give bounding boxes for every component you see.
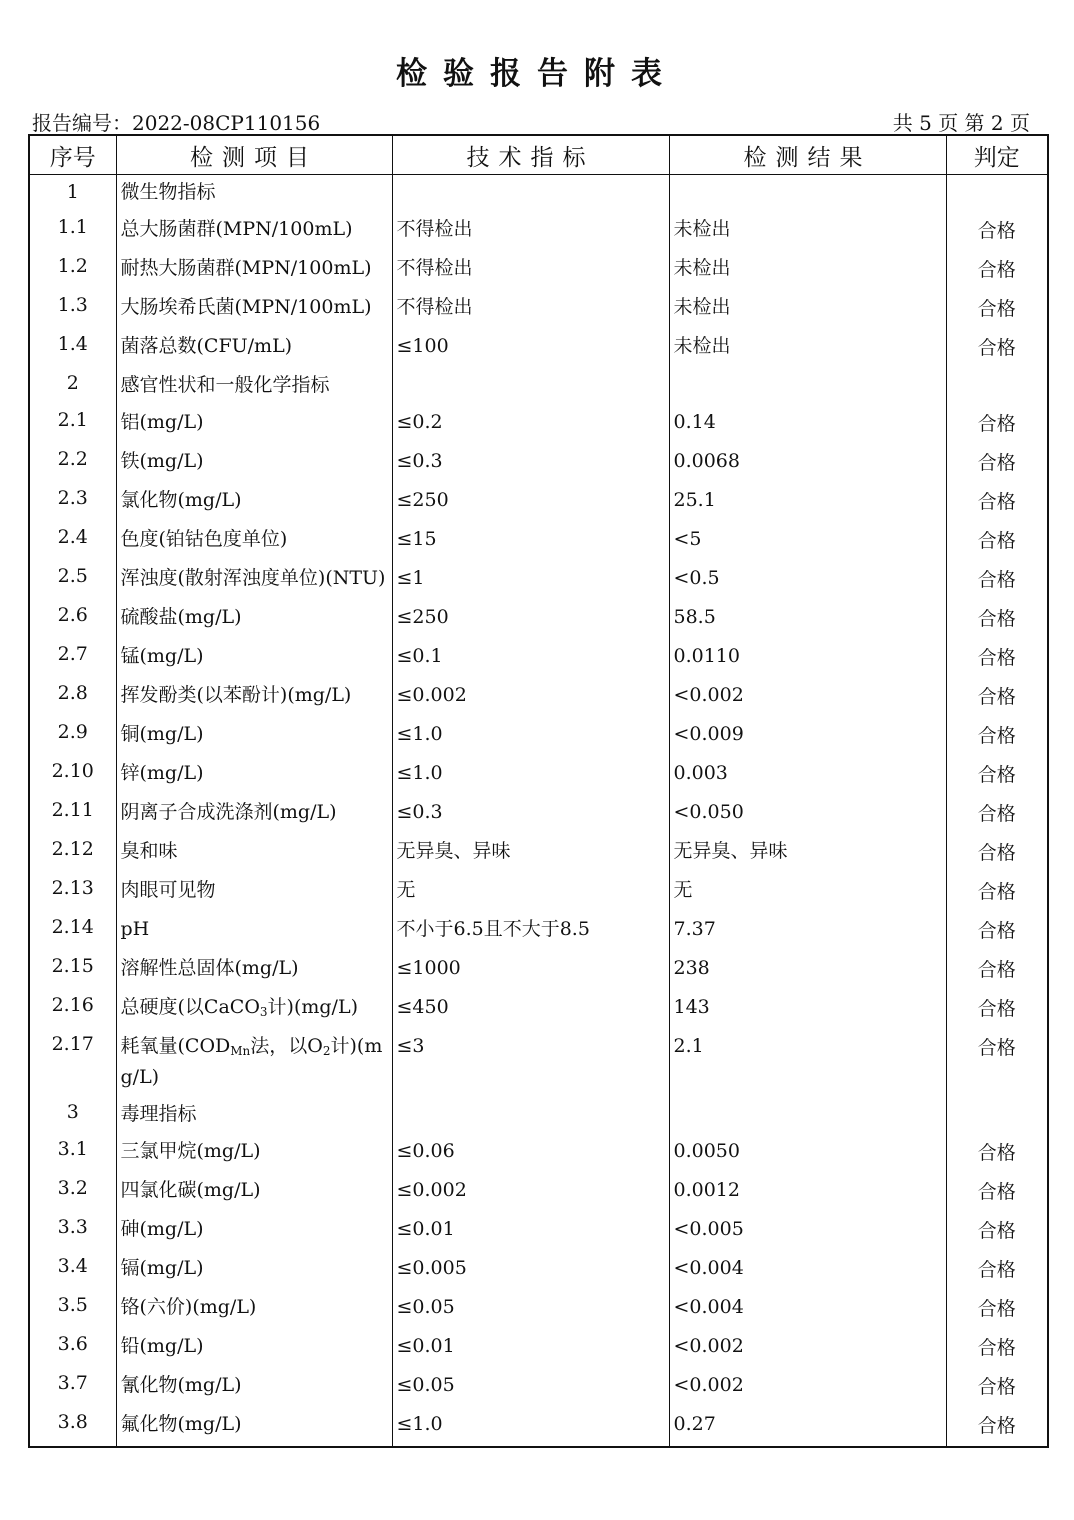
table-row	[29, 328, 1048, 367]
row-result: 0.0110	[669, 638, 946, 677]
row-seq: 3.8	[29, 1406, 116, 1447]
row-seq: 2.16	[29, 989, 116, 1028]
row-judge: 合格	[946, 950, 1048, 989]
table-header-row	[29, 135, 1048, 175]
row-spec: ≤100	[392, 328, 669, 367]
row-item-part: 计)(mg/L)	[267, 996, 358, 1018]
row-spec: 不得检出	[392, 211, 669, 250]
row-spec: ≤3	[392, 1028, 669, 1096]
row-result	[669, 1096, 946, 1133]
table-row	[29, 950, 1048, 989]
row-item: 铬(六价)(mg/L)	[116, 1289, 392, 1328]
row-spec: 不小于6.5且不大于8.5	[392, 911, 669, 950]
table-row	[29, 211, 1048, 250]
row-spec: ≤1000	[392, 950, 669, 989]
row-judge: 合格	[946, 833, 1048, 872]
row-seq: 1	[29, 175, 116, 212]
row-judge: 合格	[946, 521, 1048, 560]
table-row	[29, 250, 1048, 289]
row-result: 2.1	[669, 1028, 946, 1096]
table-row	[29, 833, 1048, 872]
row-item-part: 计)(mg/L)	[120, 1035, 383, 1088]
row-judge: 合格	[946, 560, 1048, 599]
row-spec: 不得检出	[392, 250, 669, 289]
row-result: 7.37	[669, 911, 946, 950]
table-row	[29, 872, 1048, 911]
row-item: 氰化物(mg/L)	[116, 1367, 392, 1406]
row-result: <0.005	[669, 1211, 946, 1250]
row-item: 大肠埃希氏菌(MPN/100mL)	[116, 289, 392, 328]
row-judge: 合格	[946, 1133, 1048, 1172]
table-row	[29, 1211, 1048, 1250]
table-row	[29, 521, 1048, 560]
row-item: 锌(mg/L)	[116, 755, 392, 794]
row-spec: ≤1.0	[392, 716, 669, 755]
table-row	[29, 1096, 1048, 1133]
row-item: 臭和味	[116, 833, 392, 872]
page-info: 共 5 页 第 2 页	[892, 111, 1030, 135]
row-result: <0.004	[669, 1289, 946, 1328]
row-seq: 3.2	[29, 1172, 116, 1211]
header-item: 检测项目	[116, 135, 392, 175]
row-spec: ≤250	[392, 599, 669, 638]
row-result: <5	[669, 521, 946, 560]
row-item: 毒理指标	[116, 1096, 392, 1133]
row-item: 硫酸盐(mg/L)	[116, 599, 392, 638]
table-row	[29, 367, 1048, 404]
row-item: 铁(mg/L)	[116, 443, 392, 482]
row-seq: 2.7	[29, 638, 116, 677]
row-judge: 合格	[946, 1028, 1048, 1096]
row-item: pH	[116, 911, 392, 950]
row-judge: 合格	[946, 755, 1048, 794]
row-spec: ≤1	[392, 560, 669, 599]
row-judge: 合格	[946, 599, 1048, 638]
row-item: 镉(mg/L)	[116, 1250, 392, 1289]
row-judge: 合格	[946, 911, 1048, 950]
row-judge	[946, 1096, 1048, 1133]
table-row	[29, 1367, 1048, 1406]
row-result: 未检出	[669, 250, 946, 289]
row-spec: ≤0.002	[392, 1172, 669, 1211]
row-spec: ≤0.2	[392, 404, 669, 443]
row-judge: 合格	[946, 716, 1048, 755]
row-spec: ≤0.005	[392, 1250, 669, 1289]
row-seq: 3	[29, 1096, 116, 1133]
table-row	[29, 443, 1048, 482]
table-row	[29, 1172, 1048, 1211]
row-result: <0.004	[669, 1250, 946, 1289]
row-item: 砷(mg/L)	[116, 1211, 392, 1250]
header-seq: 序号	[29, 135, 116, 175]
row-item: 溶解性总固体(mg/L)	[116, 950, 392, 989]
row-seq: 2.8	[29, 677, 116, 716]
row-judge	[946, 175, 1048, 212]
row-item: 铜(mg/L)	[116, 716, 392, 755]
table-row	[29, 716, 1048, 755]
row-seq: 2.13	[29, 872, 116, 911]
table-row	[29, 482, 1048, 521]
row-spec	[392, 175, 669, 212]
row-item-subscript: 3	[259, 1005, 268, 1019]
row-judge: 合格	[946, 1367, 1048, 1406]
table-body	[29, 175, 1048, 1448]
row-seq: 2.4	[29, 521, 116, 560]
table-row	[29, 638, 1048, 677]
row-result: 0.003	[669, 755, 946, 794]
row-result	[669, 175, 946, 212]
row-result: 0.0068	[669, 443, 946, 482]
row-spec: ≤0.3	[392, 794, 669, 833]
row-seq: 2.6	[29, 599, 116, 638]
table-row	[29, 1028, 1048, 1096]
table-row	[29, 599, 1048, 638]
row-seq: 2.12	[29, 833, 116, 872]
row-item: 色度(铂钴色度单位)	[116, 521, 392, 560]
table-row	[29, 560, 1048, 599]
row-judge: 合格	[946, 328, 1048, 367]
row-item: 耐热大肠菌群(MPN/100mL)	[116, 250, 392, 289]
row-result: <0.050	[669, 794, 946, 833]
row-item: 肉眼可见物	[116, 872, 392, 911]
row-seq: 2.9	[29, 716, 116, 755]
row-spec: ≤0.05	[392, 1367, 669, 1406]
table-row	[29, 911, 1048, 950]
row-judge: 合格	[946, 1406, 1048, 1447]
row-result: <0.5	[669, 560, 946, 599]
row-spec: ≤1.0	[392, 755, 669, 794]
row-result: <0.009	[669, 716, 946, 755]
row-result: 143	[669, 989, 946, 1028]
row-spec: 无	[392, 872, 669, 911]
header-judge: 判定	[946, 135, 1048, 175]
row-seq: 2.3	[29, 482, 116, 521]
row-item: 锰(mg/L)	[116, 638, 392, 677]
row-judge: 合格	[946, 1328, 1048, 1367]
row-spec: ≤15	[392, 521, 669, 560]
row-result	[669, 367, 946, 404]
row-result: 0.0012	[669, 1172, 946, 1211]
row-result: 无	[669, 872, 946, 911]
row-seq: 2.14	[29, 911, 116, 950]
row-spec: ≤0.06	[392, 1133, 669, 1172]
row-result: 0.27	[669, 1406, 946, 1447]
row-result: 未检出	[669, 211, 946, 250]
row-seq: 2.2	[29, 443, 116, 482]
report-number: 报告编号：2022-08CP110156	[32, 111, 321, 135]
row-seq: 1.4	[29, 328, 116, 367]
row-item: 菌落总数(CFU/mL)	[116, 328, 392, 367]
row-spec: ≤0.01	[392, 1211, 669, 1250]
table-row	[29, 1406, 1048, 1447]
row-result: 0.0050	[669, 1133, 946, 1172]
row-spec	[392, 1096, 669, 1133]
row-judge: 合格	[946, 211, 1048, 250]
row-spec: ≤0.3	[392, 443, 669, 482]
row-judge: 合格	[946, 1289, 1048, 1328]
row-spec: ≤0.01	[392, 1328, 669, 1367]
table-row	[29, 175, 1048, 212]
row-seq: 3.4	[29, 1250, 116, 1289]
row-judge: 合格	[946, 677, 1048, 716]
row-item: 浑浊度(散射浑浊度单位)(NTU)	[116, 560, 392, 599]
row-spec: 无异臭、异味	[392, 833, 669, 872]
table-row	[29, 289, 1048, 328]
row-judge: 合格	[946, 482, 1048, 521]
row-item: 微生物指标	[116, 175, 392, 212]
table-row	[29, 989, 1048, 1028]
row-seq: 1.3	[29, 289, 116, 328]
row-seq: 2.1	[29, 404, 116, 443]
row-spec: ≤0.1	[392, 638, 669, 677]
row-judge: 合格	[946, 1172, 1048, 1211]
row-item: 感官性状和一般化学指标	[116, 367, 392, 404]
table-row	[29, 1328, 1048, 1367]
row-item-subscript: Mn	[230, 1044, 251, 1058]
row-spec: ≤250	[392, 482, 669, 521]
row-result: 未检出	[669, 328, 946, 367]
row-spec	[392, 367, 669, 404]
row-judge: 合格	[946, 638, 1048, 677]
row-item: 铝(mg/L)	[116, 404, 392, 443]
row-result: 未检出	[669, 289, 946, 328]
row-judge	[946, 367, 1048, 404]
row-spec: ≤0.002	[392, 677, 669, 716]
row-seq: 1.1	[29, 211, 116, 250]
row-item: 总大肠菌群(MPN/100mL)	[116, 211, 392, 250]
row-seq: 3.3	[29, 1211, 116, 1250]
row-seq: 2.5	[29, 560, 116, 599]
row-judge: 合格	[946, 989, 1048, 1028]
row-item	[116, 1028, 392, 1096]
row-seq: 2.10	[29, 755, 116, 794]
test-results-table	[28, 134, 1049, 1448]
row-spec: ≤1.0	[392, 1406, 669, 1447]
report-title: 检验报告附表	[396, 56, 678, 92]
row-judge: 合格	[946, 443, 1048, 482]
table-row	[29, 794, 1048, 833]
row-result: 238	[669, 950, 946, 989]
row-spec: ≤450	[392, 989, 669, 1028]
row-item: 挥发酚类(以苯酚计)(mg/L)	[116, 677, 392, 716]
row-result: <0.002	[669, 1328, 946, 1367]
row-judge: 合格	[946, 872, 1048, 911]
row-item-part: 法，以O	[250, 1035, 323, 1057]
row-result: 0.14	[669, 404, 946, 443]
row-result: 58.5	[669, 599, 946, 638]
row-spec: 不得检出	[392, 289, 669, 328]
table-row	[29, 404, 1048, 443]
row-judge: 合格	[946, 1211, 1048, 1250]
row-item: 氟化物(mg/L)	[116, 1406, 392, 1447]
row-judge: 合格	[946, 1250, 1048, 1289]
row-item-part: 总硬度(以CaCO	[120, 996, 260, 1018]
row-judge: 合格	[946, 250, 1048, 289]
row-item-part: 耗氧量(COD	[120, 1035, 231, 1057]
row-item	[116, 989, 392, 1028]
row-seq: 2	[29, 367, 116, 404]
row-judge: 合格	[946, 289, 1048, 328]
header-result: 检测结果	[669, 135, 946, 175]
table-row	[29, 1250, 1048, 1289]
row-seq: 3.6	[29, 1328, 116, 1367]
header-spec: 技术指标	[392, 135, 669, 175]
row-item: 四氯化碳(mg/L)	[116, 1172, 392, 1211]
row-item: 氯化物(mg/L)	[116, 482, 392, 521]
row-seq: 1.2	[29, 250, 116, 289]
table-row	[29, 1133, 1048, 1172]
row-result: 无异臭、异味	[669, 833, 946, 872]
row-seq: 3.5	[29, 1289, 116, 1328]
row-seq: 3.1	[29, 1133, 116, 1172]
row-result: 25.1	[669, 482, 946, 521]
table-row	[29, 1289, 1048, 1328]
row-seq: 2.17	[29, 1028, 116, 1096]
table-row	[29, 677, 1048, 716]
row-item: 阴离子合成洗涤剂(mg/L)	[116, 794, 392, 833]
row-result: <0.002	[669, 677, 946, 716]
row-spec: ≤0.05	[392, 1289, 669, 1328]
table-row	[29, 755, 1048, 794]
row-item: 三氯甲烷(mg/L)	[116, 1133, 392, 1172]
row-seq: 3.7	[29, 1367, 116, 1406]
row-seq: 2.15	[29, 950, 116, 989]
row-item: 铅(mg/L)	[116, 1328, 392, 1367]
row-judge: 合格	[946, 404, 1048, 443]
row-item-subscript: 2	[322, 1044, 331, 1058]
row-judge: 合格	[946, 794, 1048, 833]
row-seq: 2.11	[29, 794, 116, 833]
row-result: <0.002	[669, 1367, 946, 1406]
